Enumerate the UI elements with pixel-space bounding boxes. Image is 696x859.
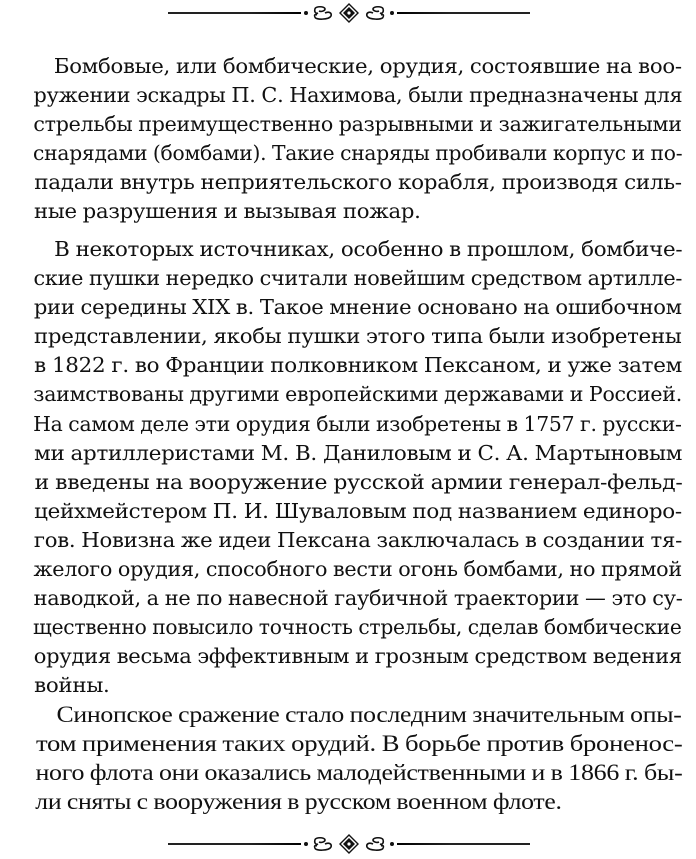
text-line: ружении эскадры П. С. Нахимова, были предназначены для (33, 83, 683, 108)
text-line: орудия весьма эффективным и грозным средством ведения (33, 644, 682, 669)
bottom-ornamental-divider (168, 833, 530, 855)
text-line: заимствованы другими европейскими державами и Россией. (33, 382, 682, 407)
text-line: в 1822 г. во Франции полковником Пексаном, и уже затем (34, 353, 682, 378)
text-line: и введены на вооружение русской армии генерал-фельд- (34, 469, 683, 494)
text-line: ские пушки нередко считали новейшим средством артилле- (33, 266, 683, 291)
text-line: том применения таких орудий. В борьбе против броненос- (36, 731, 683, 757)
paragraph-1 (14, 52, 683, 227)
text-line: В некоторых источниках, особенно в прошлом, бомбиче- (54, 237, 683, 261)
text-line: цейхмейстером П. И. Шуваловым под названием единоро- (34, 498, 682, 523)
text-line: снарядами (бомбами). Такие снаряды пробивали корпус и по- (33, 141, 683, 166)
divider-rule-right (397, 843, 530, 845)
text-line: стрельбы преимущественно разрывными и зажигательными (33, 112, 682, 137)
text-line: войны. (34, 673, 110, 698)
flourish-icon (301, 3, 397, 23)
text-line: На самом деле эти орудия были изобретены в 1757 г. русски- (33, 411, 682, 436)
text-line: представлении, якобы пушки этого типа были изобретены (34, 324, 682, 349)
text-line: ми артиллеристами М. В. Даниловым и С. А. Мартыновым (34, 440, 683, 465)
divider-rule-right (397, 12, 530, 14)
text-line: ного флота они оказались малодейственными и в 1866 г. бы- (35, 760, 683, 786)
paragraph-2 (14, 235, 681, 701)
text-line: Бомбовые, или бомбические, орудия, состоявшие на воо- (53, 54, 682, 78)
text-line: ли сняты с вооружения в русском военном флоте. (35, 789, 562, 815)
divider-rule-left (168, 843, 301, 845)
text-line: желого орудия, способного вести огонь бомбами, но прямой (33, 557, 682, 582)
divider-rule-left (168, 12, 301, 14)
text-line: падали внутрь неприятельского корабля, производя силь- (34, 170, 682, 195)
text-line: Синопское сражение стало последним значительным опы- (56, 702, 682, 727)
text-line: рии середины XIX в. Такое мнение основано на ошибочном (33, 295, 682, 320)
text-line: ные разрушения и вызывая пожар. (33, 199, 421, 224)
flourish-icon (301, 834, 397, 854)
top-ornamental-divider (168, 2, 530, 24)
text-line: гов. Новизна же идеи Пексана заключалась в создании тя- (33, 527, 682, 552)
text-line: щественно повысило точность стрельбы, сделав бомбические (33, 615, 682, 640)
text-line: наводкой, а не по навесной гаубичной траектории — это су- (33, 586, 683, 611)
paragraph-3 (14, 700, 683, 816)
